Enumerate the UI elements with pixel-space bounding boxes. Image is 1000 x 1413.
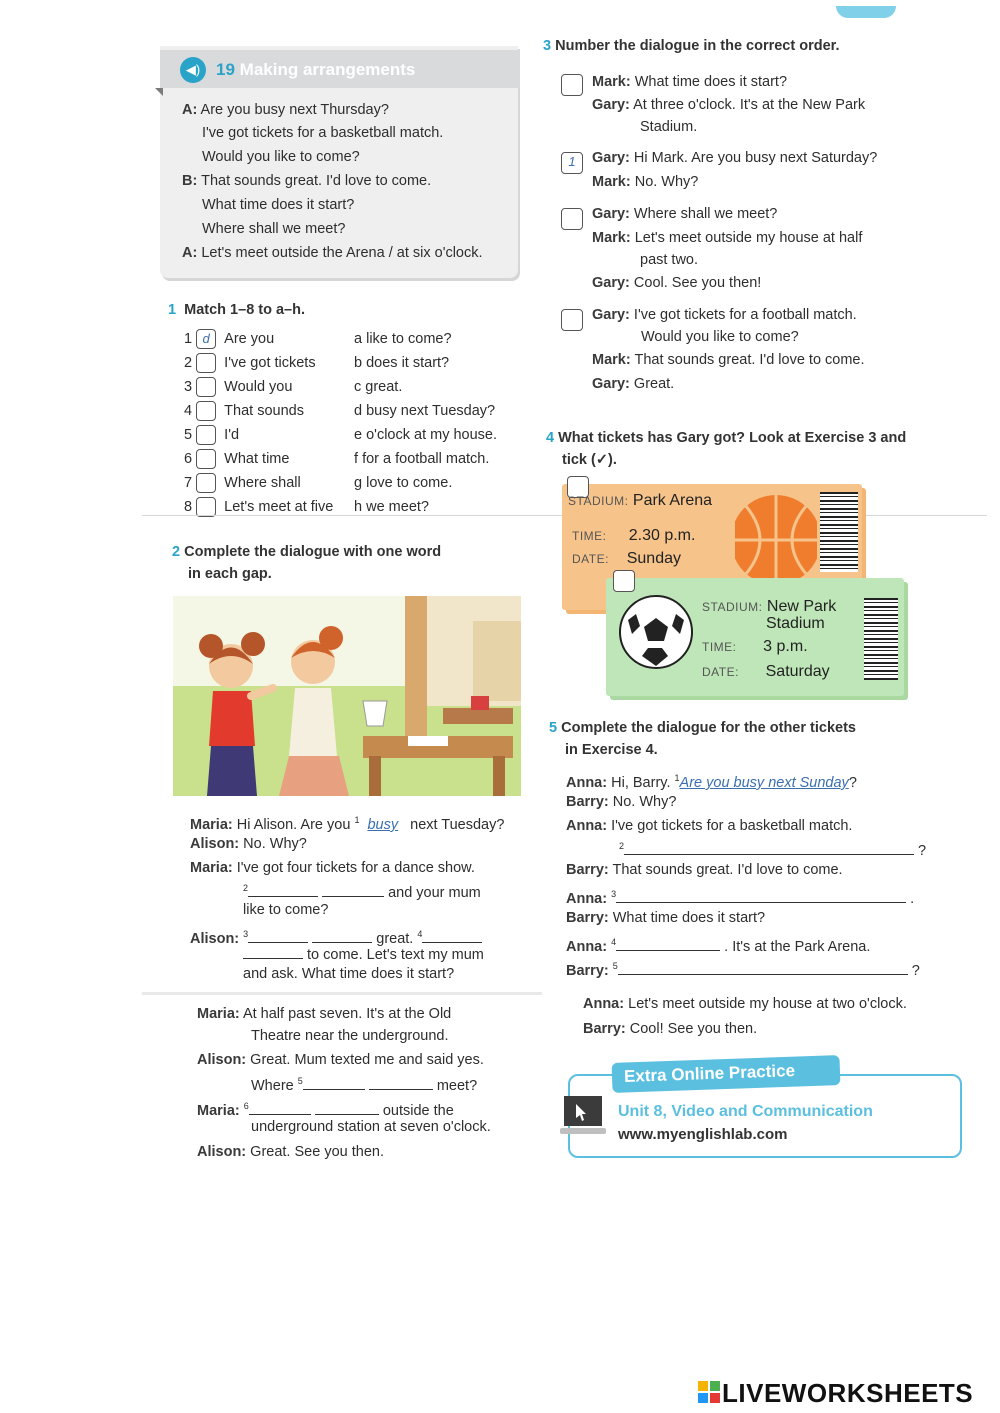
audio-box-title <box>216 60 415 80</box>
ex2-line: underground station at seven o'clock. <box>251 1119 491 1135</box>
ex2-line: $^2$ and your mum <box>243 883 481 901</box>
extra-practice-url[interactable]: www.myenglishlab.com <box>618 1126 788 1143</box>
ex2-line: Maria: $^6$ outside the <box>197 1101 454 1119</box>
ex2-line: Maria: I've got four tickets for a dance show. <box>190 860 475 876</box>
audio-line: I've got tickets for a basketball match. <box>202 125 444 141</box>
ex4-heading-line2: tick (✓). <box>562 452 617 468</box>
gap-input[interactable] <box>369 1075 433 1090</box>
ex5-heading: 5 Complete the dialogue for the other tickets <box>549 720 856 736</box>
laptop-icon <box>560 1094 606 1143</box>
barcode <box>864 598 898 680</box>
order-box[interactable] <box>561 309 583 331</box>
gap-input[interactable] <box>616 888 906 903</box>
order-box[interactable] <box>561 74 583 96</box>
ex3-line: Gary: I've got tickets for a football match. <box>592 307 857 323</box>
ex3-line: past two. <box>640 252 699 268</box>
ex5-line: Anna: $^3$ . <box>566 889 915 907</box>
ticket2-stadium: STADIUM: New Park <box>702 598 837 615</box>
audio-icon[interactable]: ◀) <box>180 57 206 83</box>
match-option: h we meet? <box>354 499 429 515</box>
ex5-line: Barry: No. Why? <box>566 794 677 810</box>
ex5-line: Anna: I've got tickets for a basketball match. <box>566 818 853 834</box>
gap-input[interactable] <box>312 928 372 943</box>
ex2-line: Alison: Great. Mum texted me and said yes. <box>197 1052 484 1068</box>
gap-input[interactable] <box>303 1075 365 1090</box>
ex2-heading-line2: in each gap. <box>188 566 272 582</box>
ex3-line: Gary: Cool. See you then! <box>592 275 762 291</box>
gap-input[interactable] <box>422 928 482 943</box>
ex2-line: Where $^5$ meet? <box>251 1076 478 1094</box>
ex2-line: Maria: Hi Alison. Are you $^1$ busy next Tuesday? <box>190 815 505 833</box>
liveworksheets-brand: LIVEWORKSHEETS <box>722 1378 974 1408</box>
ex1-heading: 1 Match 1–8 to a–h. <box>168 302 306 318</box>
match-option: b does it start? <box>354 355 450 371</box>
match-row: 5 I'd <box>184 425 239 445</box>
audio-line: A: Are you busy next Thursday? <box>182 102 389 118</box>
ex5-line: $^2$ ? <box>619 841 927 859</box>
ex3-line: Gary: Great. <box>592 376 675 392</box>
match-option: d busy next Tuesday? <box>354 403 496 419</box>
audio-line: Would you like to come? <box>202 149 360 165</box>
ex2-line: Alison: Great. See you then. <box>197 1144 384 1160</box>
ex3-line: Mark: That sounds great. I'd love to come. <box>592 352 865 368</box>
corner-decoration <box>836 6 896 18</box>
scan-seam <box>142 992 542 995</box>
match-row: 8 Let's meet at five <box>184 497 333 517</box>
extra-practice-unit: Unit 8, Video and Communication <box>618 1103 873 1120</box>
audio-line: What time does it start? <box>202 197 355 213</box>
ex3-line: Would you like to come? <box>641 329 799 345</box>
gap-input[interactable] <box>616 936 720 951</box>
illustration-girls <box>173 596 521 796</box>
ex4-heading: 4 What tickets has Gary got? Look at Exercise 3 and <box>546 430 907 446</box>
answer-box[interactable] <box>196 425 216 445</box>
ex5-heading-line2: in Exercise 4. <box>565 742 658 758</box>
liveworksheets-logo <box>698 1381 720 1403</box>
barcode <box>820 492 858 572</box>
answer-box[interactable] <box>196 377 216 397</box>
audio-line: Where shall we meet? <box>202 221 346 237</box>
ex2-line: Alison: No. Why? <box>190 836 307 852</box>
ex2-line: Alison: $^3$ great. $^4$ <box>190 924 482 949</box>
match-option: c great. <box>354 379 403 395</box>
order-box[interactable] <box>561 208 583 230</box>
gap-input[interactable] <box>248 882 318 897</box>
tick-box[interactable] <box>613 570 635 592</box>
classroom-illustration <box>173 596 521 796</box>
match-option: f for a football match. <box>354 451 490 467</box>
match-option: a like to come? <box>354 331 452 347</box>
ex3-line: Gary: Where shall we meet? <box>592 206 778 222</box>
ex5-line: Anna: $^4$ . It's at the Park Arena. <box>566 937 871 955</box>
ex2-line: to come. Let's text my mum <box>243 944 484 965</box>
ticket1-date: DATE: Sunday <box>572 550 681 567</box>
ex5-line: Barry: $^5$ ? <box>566 961 920 979</box>
gap-input[interactable] <box>624 840 914 855</box>
ex3-line: Stadium. <box>640 119 698 135</box>
match-row: 6 What time <box>184 449 289 469</box>
audio-line: B: That sounds great. I'd love to come. <box>182 173 432 189</box>
gap-input[interactable] <box>249 1100 311 1115</box>
gap-answer[interactable]: busy <box>367 816 399 833</box>
football-icon <box>618 594 694 675</box>
ticket2-time: TIME: 3 p.m. <box>702 638 808 655</box>
answer-box[interactable] <box>196 401 216 421</box>
ex2-line: Maria: At half past seven. It's at the Old <box>197 1006 452 1022</box>
ex5-line: Anna: Hi, Barry. $^1$Are you busy next Sunday? <box>566 773 857 791</box>
answer-box[interactable] <box>196 353 216 373</box>
order-box[interactable]: 1 <box>561 152 583 174</box>
gap-input[interactable] <box>322 882 384 897</box>
ex2-heading: 2 Complete the dialogue with one word <box>172 544 442 560</box>
audio-track-number: 19 <box>216 60 235 79</box>
answer-box[interactable] <box>196 473 216 493</box>
extra-practice-title: Extra Online Practice <box>623 1061 796 1086</box>
ex5-line: Barry: What time does it start? <box>566 910 766 926</box>
gap-input[interactable] <box>248 928 308 943</box>
ex3-line: Mark: What time does it start? <box>592 74 788 90</box>
match-option: g love to come. <box>354 475 453 491</box>
ex2-line: Theatre near the underground. <box>251 1028 449 1044</box>
gap-input[interactable] <box>618 960 908 975</box>
ex5-line: Barry: That sounds great. I'd love to come. <box>566 862 843 878</box>
gap-input[interactable] <box>243 944 303 959</box>
ticket2-stadium-line2: Stadium <box>766 615 825 632</box>
answer-box[interactable] <box>196 449 216 469</box>
match-row: 3 Would you <box>184 377 292 397</box>
gap-answer[interactable]: Are you busy next Sunday <box>679 774 849 791</box>
ticket1-stadium: STADIUM: Park Arena <box>568 492 713 509</box>
gap-input[interactable] <box>315 1100 379 1115</box>
ex2-line: like to come? <box>243 902 329 918</box>
ex2-line: and ask. What time does it start? <box>243 966 455 982</box>
ex5-line: Anna: Let's meet outside my house at two o'clock. <box>583 996 907 1012</box>
ex3-line: Mark: No. Why? <box>592 174 699 190</box>
audio-line: A: Let's meet outside the Arena / at six o'clock. <box>182 245 483 261</box>
ticket2-date: DATE: Saturday <box>702 663 830 680</box>
ex3-line: Gary: Hi Mark. Are you busy next Saturday? <box>592 150 878 166</box>
match-row: 4 That sounds <box>184 401 304 421</box>
ex3-heading: 3 Number the dialogue in the correct order. <box>543 38 840 54</box>
match-row: 1 d Are you <box>184 329 274 349</box>
ex5-line: Barry: Cool! See you then. <box>583 1021 758 1037</box>
ticket1-time: TIME: 2.30 p.m. <box>572 527 696 544</box>
fold-corner <box>155 88 163 96</box>
match-row: 7 Where shall <box>184 473 301 493</box>
ex3-line: Mark: Let's meet outside my house at half <box>592 230 863 246</box>
audio-title: Making arrangements <box>239 60 416 79</box>
match-row: 2 I've got tickets <box>184 353 316 373</box>
answer-box[interactable]: d <box>196 329 216 349</box>
ex3-line: Gary: At three o'clock. It's at the New Park <box>592 97 866 113</box>
match-option: e o'clock at my house. <box>354 427 498 443</box>
